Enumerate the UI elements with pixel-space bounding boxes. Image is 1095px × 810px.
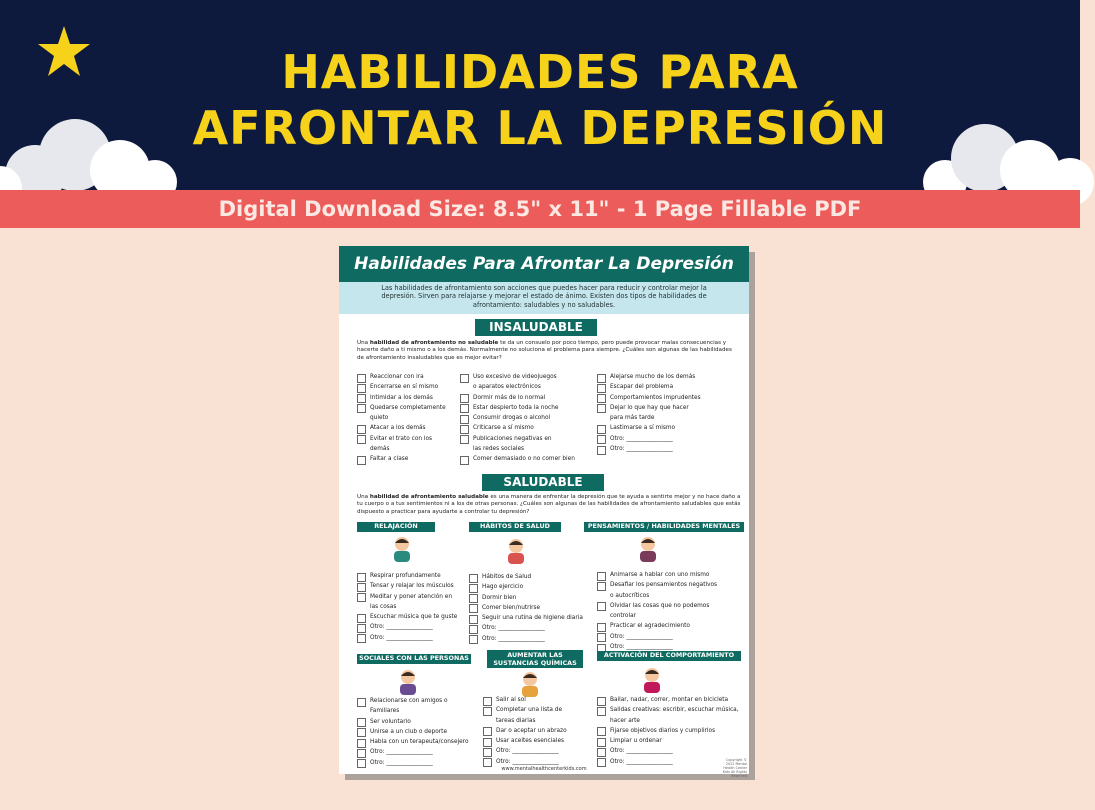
checkbox[interactable] xyxy=(483,758,492,767)
checklist-item xyxy=(469,582,594,592)
checklist-item xyxy=(357,581,475,591)
checklist-item-label: Comer demasiado o no comer bien xyxy=(473,456,575,463)
checkbox[interactable] xyxy=(469,604,478,613)
checkbox[interactable] xyxy=(469,594,478,603)
checkbox[interactable] xyxy=(597,758,606,767)
checklist-item-label: Otro: ________________ xyxy=(482,625,545,632)
checklist-item xyxy=(357,758,475,768)
checklist-item-continuation xyxy=(460,444,590,454)
checklist-item xyxy=(357,747,475,757)
checkbox[interactable] xyxy=(460,394,469,403)
section-checklist xyxy=(483,695,595,767)
checkbox[interactable] xyxy=(483,707,492,716)
checklist-item-label: las redes sociales xyxy=(473,446,525,453)
checkbox[interactable] xyxy=(357,614,366,623)
checklist-item xyxy=(357,622,475,632)
checkbox[interactable] xyxy=(597,384,606,393)
checkbox[interactable] xyxy=(483,748,492,757)
checklist-item xyxy=(469,634,594,644)
checklist-item-label: las cosas xyxy=(370,603,397,610)
download-size-text: Digital Download Size: 8.5" x 11" - 1 Page Fillable PDF xyxy=(218,197,862,221)
checklist-item-label: Completar una lista de xyxy=(496,707,563,714)
checklist-item xyxy=(597,705,747,715)
checklist-item xyxy=(483,736,595,746)
checkbox[interactable] xyxy=(597,727,606,736)
checkbox[interactable] xyxy=(597,707,606,716)
meditating-child-icon xyxy=(389,535,415,563)
checkbox[interactable] xyxy=(357,739,366,748)
checklist-item-label: Intimidar a los demás xyxy=(370,394,433,401)
checkbox[interactable] xyxy=(597,404,606,413)
checklist-item xyxy=(597,726,747,736)
checkbox[interactable] xyxy=(357,435,366,444)
cloud-icon xyxy=(915,110,1095,190)
info-strip xyxy=(0,190,1080,228)
checklist-item-label: Otro: ________________ xyxy=(610,435,673,442)
checklist-item xyxy=(469,623,594,633)
checklist-item-label: Comportamientos imprudentes xyxy=(610,394,701,401)
checkbox[interactable] xyxy=(597,435,606,444)
checklist-item xyxy=(357,571,475,581)
checklist-item-label: Estar despierto toda la noche xyxy=(473,404,559,411)
checkbox[interactable] xyxy=(469,574,478,583)
checklist-item-label: Dormir bien xyxy=(482,594,517,601)
checkbox[interactable] xyxy=(597,633,606,642)
checkbox[interactable] xyxy=(357,573,366,582)
healthy-paragraph: Una habilidad de afrontamiento saludable es una manera de enfrentar la depresión que te ayuda a sentirte mejor y no hace daño a tu cuerpo o a tus sentimientos ni a los de otras personas. ¿Cuáles son algunas de las habilidades de afrontamiento saludables que estás dispuesto a practicar para ayudarte a controlar tu depresión? xyxy=(357,494,741,515)
checkbox[interactable] xyxy=(460,404,469,413)
checkbox[interactable] xyxy=(357,759,366,768)
checklist-item-label: Meditar y poner atención en xyxy=(370,593,453,600)
section-heading: SOCIALES CON LAS PERSONAS xyxy=(357,654,471,664)
checklist-item xyxy=(357,717,475,727)
checklist-item-continuation xyxy=(483,716,595,726)
checklist-item xyxy=(357,454,467,464)
checklist-item-label: Alejarse mucho de los demás xyxy=(610,374,696,380)
checklist-item-continuation xyxy=(357,413,467,423)
checklist-item xyxy=(597,372,737,382)
checklist-item xyxy=(357,612,475,622)
checkbox[interactable] xyxy=(357,624,366,633)
section-heading: ACTIVACIÓN DEL COMPORTAMIENTO xyxy=(597,651,741,661)
checkbox[interactable] xyxy=(597,425,606,434)
checklist-item xyxy=(597,746,747,756)
checkbox[interactable] xyxy=(469,584,478,593)
checkbox[interactable] xyxy=(483,697,492,706)
section-heading: HÁBITOS DE SALUD xyxy=(469,522,561,532)
checklist-item xyxy=(483,705,595,715)
checkbox[interactable] xyxy=(357,634,366,643)
worksheet-header xyxy=(339,246,749,282)
checklist-item-label: Practicar el agradecimiento xyxy=(610,623,690,630)
header-banner xyxy=(0,0,1080,190)
checklist-item xyxy=(483,695,595,705)
checkbox[interactable] xyxy=(469,625,478,634)
checklist-item-label: demás xyxy=(370,446,390,453)
checkbox[interactable] xyxy=(357,593,366,602)
section-checklist xyxy=(469,572,594,644)
checklist-item-label: controlar xyxy=(610,613,637,620)
checklist-item-label: Hábitos de Salud xyxy=(482,574,532,580)
checkbox[interactable] xyxy=(597,446,606,455)
checklist-item-label: tareas diarias xyxy=(496,717,536,724)
checklist-item-label: Otro: ________________ xyxy=(610,446,673,453)
checklist-item-label: Criticarse a sí mismo xyxy=(473,425,534,432)
checkbox[interactable] xyxy=(357,718,366,727)
checkbox[interactable] xyxy=(597,582,606,591)
checklist-item xyxy=(460,423,590,433)
checklist-item-label: Salir al sol xyxy=(496,697,526,703)
checklist-item-label: Otro: ________________ xyxy=(496,748,559,755)
checklist-item-continuation xyxy=(597,611,747,621)
checklist-item-label: Otro: ________________ xyxy=(610,748,673,755)
checklist-item-label: Familiares xyxy=(370,708,400,715)
checklist-item-continuation xyxy=(597,591,747,601)
checklist-item-label: Fijarse objetivos diarios y cumplirlos xyxy=(610,727,716,734)
checkbox[interactable] xyxy=(597,394,606,403)
checklist-item xyxy=(597,695,747,705)
checklist-item-label: Dormir más de lo normal xyxy=(473,394,546,401)
checklist-item xyxy=(597,434,737,444)
checkbox[interactable] xyxy=(460,425,469,434)
checklist-item-label: Escuchar música que te guste xyxy=(370,614,458,621)
unhealthy-column-2 xyxy=(460,372,590,465)
checklist-item-label: Dejar lo que hay que hacer xyxy=(610,404,689,411)
checklist-item-label: Usar aceites esenciales xyxy=(496,738,565,745)
copyright-note: Copyright © 2022 Mental Health Center Kids All Rights Reserved xyxy=(722,758,747,778)
checkbox[interactable] xyxy=(597,623,606,632)
checkbox[interactable] xyxy=(483,738,492,747)
unhealthy-column-1 xyxy=(357,372,467,465)
checkbox[interactable] xyxy=(469,615,478,624)
worksheet-intro: Las habilidades de afrontamiento son acciones que puedes hacer para reducir y controlar mejor la depresión. Sirven para relajarse y mejorar el estado de ánimo. Existen dos tipos de habilidades de afrontamiento: saludables y no saludables. xyxy=(339,282,749,314)
checklist-item-label: Quedarse completamente xyxy=(370,404,446,411)
section-checklist xyxy=(597,570,747,652)
checklist-item-label: o autocríticos xyxy=(610,592,650,599)
checkbox[interactable] xyxy=(357,749,366,758)
checkbox[interactable] xyxy=(357,374,366,383)
checklist-item-label: Otro: ________________ xyxy=(610,758,673,765)
checkbox[interactable] xyxy=(357,425,366,434)
dancing-child-icon xyxy=(639,666,665,694)
checklist-item xyxy=(597,580,747,590)
checklist-item-label: Atacar a los demás xyxy=(370,425,426,432)
checklist-item-label: Lastimarse a sí mismo xyxy=(610,425,676,432)
checklist-item-label: para más tarde xyxy=(610,415,655,422)
checklist-item-label: Encerrarse en sí mismo xyxy=(370,384,439,391)
checkbox[interactable] xyxy=(597,374,606,383)
checklist-item xyxy=(460,393,590,403)
checklist-item-label: Otro: ________________ xyxy=(496,758,559,765)
checklist-item-label: Tensar y relajar los músculos xyxy=(370,583,454,590)
checklist-item-continuation xyxy=(460,382,590,392)
checklist-item-label: Dar o aceptar un abrazo xyxy=(496,727,567,734)
checklist-item xyxy=(483,746,595,756)
checkbox[interactable] xyxy=(460,435,469,444)
section-heading: PENSAMIENTOS / HABILIDADES MENTALES xyxy=(584,522,744,532)
checklist-item-label: Otro: ________________ xyxy=(370,624,433,631)
checkbox[interactable] xyxy=(483,727,492,736)
checklist-item-label: Unirse a un club o deporte xyxy=(370,728,448,735)
checklist-item xyxy=(357,423,467,433)
checkbox[interactable] xyxy=(597,602,606,611)
checkbox[interactable] xyxy=(469,635,478,644)
checklist-item-label: quieto xyxy=(370,415,389,422)
checklist-item-label: Faltar a clase xyxy=(370,456,409,463)
checklist-item-continuation xyxy=(357,602,475,612)
checklist-item-label: Reaccionar con ira xyxy=(370,374,424,380)
checklist-item-continuation xyxy=(597,413,737,423)
checklist-item-label: Publicaciones negativas en xyxy=(473,435,552,442)
checklist-item-label: Olvidar las cosas que no podemos xyxy=(610,602,710,609)
checklist-item-label: Comer bien/nutrirse xyxy=(482,604,541,611)
checkbox[interactable] xyxy=(357,456,366,465)
checklist-item xyxy=(357,592,475,602)
brain-icon xyxy=(635,535,661,563)
section-checklist xyxy=(597,695,747,767)
checklist-item xyxy=(597,757,747,767)
checklist-item-continuation xyxy=(597,716,747,726)
checklist-item-label: Desafiar los pensamientos negativos xyxy=(610,582,718,589)
checklist-item-label: Relacionarse con amigos o xyxy=(370,698,448,704)
checklist-item xyxy=(357,737,475,747)
checklist-item-label: Animarse a hablar con uno mismo xyxy=(610,572,710,578)
checklist-item-label: Otro: ________________ xyxy=(370,759,433,766)
checklist-item xyxy=(357,633,475,643)
checklist-item xyxy=(597,601,747,611)
footer-url[interactable]: www.mentalhealthcenterkids.com xyxy=(501,766,587,772)
checklist-item xyxy=(469,603,594,613)
section-heading: RELAJACIÓN xyxy=(357,522,435,532)
checkbox[interactable] xyxy=(357,698,366,707)
checklist-item xyxy=(357,403,467,413)
checklist-item xyxy=(460,434,590,444)
checklist-item xyxy=(460,454,590,464)
checklist-item-label: Otro: ________________ xyxy=(610,644,673,651)
checklist-item-label: Uso excesivo de videojuegos xyxy=(473,374,557,380)
healthy-heading: SALUDABLE xyxy=(482,474,604,491)
checklist-item xyxy=(597,393,737,403)
checklist-item xyxy=(597,423,737,433)
worksheet-preview xyxy=(339,246,749,778)
checklist-item-label: Otro: ________________ xyxy=(482,635,545,642)
checklist-item xyxy=(597,632,747,642)
checklist-item xyxy=(483,757,595,767)
checklist-item xyxy=(469,572,594,582)
checklist-item-label: Otro: ________________ xyxy=(370,634,433,641)
checklist-item xyxy=(597,570,747,580)
worksheet-title: Habilidades Para Afrontar La Depresión xyxy=(354,254,734,274)
checklist-item-label: Hago ejercicio xyxy=(482,584,524,591)
checklist-item-label: Respirar profundamente xyxy=(370,573,441,579)
checkbox[interactable] xyxy=(357,404,366,413)
checkbox[interactable] xyxy=(357,583,366,592)
checklist-item-label: Seguir una rutina de higiene diaria xyxy=(482,615,583,622)
checklist-item xyxy=(469,593,594,603)
checklist-item-label: Habla con un terapeuta/consejero xyxy=(370,739,469,746)
checklist-item xyxy=(460,403,590,413)
checklist-item-label: hacer arte xyxy=(610,717,640,724)
checklist-item-label: Limpiar u ordenar xyxy=(610,738,662,745)
checklist-item xyxy=(597,736,747,746)
checklist-item xyxy=(357,382,467,392)
checklist-item-label: Otro: ________________ xyxy=(370,749,433,756)
section-heading: AUMENTAR LAS SUSTANCIAS QUÍMICAS xyxy=(487,650,583,668)
checklist-item-label: Consumir drogas o alcohol xyxy=(473,415,551,422)
unhealthy-heading: INSALUDABLE xyxy=(475,319,597,336)
checklist-item-continuation xyxy=(357,444,467,454)
checklist-item xyxy=(469,613,594,623)
unhealthy-paragraph: Una habilidad de afrontamiento no saludable te da un consuelo por poco tiempo, pero puede provocar malas consecuencias y hacerte daño a ti mismo o a los demás. Normalmente no soluciona el problema para siempre. ¿Cuáles son algunas de las habilidades de afrontamiento insaludables que es mejor evitar? xyxy=(357,340,732,361)
checklist-item-label: Escapar del problema xyxy=(610,384,674,391)
checklist-item xyxy=(597,621,747,631)
checklist-item xyxy=(597,382,737,392)
checkbox[interactable] xyxy=(357,394,366,403)
checklist-item xyxy=(357,696,475,706)
banner-title-line2: AFRONTAR LA DEPRESIÓN xyxy=(192,101,888,155)
checklist-item-label: Salidas creativas: escribir, escuchar música, xyxy=(610,707,739,714)
checklist-item xyxy=(357,727,475,737)
checklist-item-label: Evitar el trato con los xyxy=(370,435,433,442)
checklist-item xyxy=(357,393,467,403)
unhealthy-column-3 xyxy=(597,372,737,454)
checklist-item-label: Ser voluntario xyxy=(370,718,411,725)
checkbox[interactable] xyxy=(460,415,469,424)
checklist-item-label: o aparatos electrónicos xyxy=(473,384,541,391)
checklist-item xyxy=(483,726,595,736)
checkbox[interactable] xyxy=(597,738,606,747)
cloud-icon xyxy=(0,110,200,190)
walking-dog-icon xyxy=(517,670,543,698)
friends-icon xyxy=(395,668,421,696)
checkbox[interactable] xyxy=(460,374,469,383)
banner-title-line1: HABILIDADES PARA xyxy=(281,45,799,99)
checklist-item-continuation xyxy=(357,706,475,716)
checklist-item xyxy=(460,372,590,382)
checkbox[interactable] xyxy=(597,697,606,706)
checklist-item xyxy=(597,403,737,413)
section-checklist xyxy=(357,571,475,643)
checklist-item-label: Otro: ________________ xyxy=(610,633,673,640)
checkbox[interactable] xyxy=(597,748,606,757)
section-checklist xyxy=(357,696,475,768)
checklist-item-label: Bailar, nadar, correr, montar en bicicleta xyxy=(610,697,729,703)
checklist-item xyxy=(357,372,467,382)
checkbox[interactable] xyxy=(357,728,366,737)
checklist-item xyxy=(357,434,467,444)
checklist-item xyxy=(597,444,737,454)
checkbox[interactable] xyxy=(597,572,606,581)
checklist-item xyxy=(460,413,590,423)
checkbox[interactable] xyxy=(357,384,366,393)
checkbox[interactable] xyxy=(460,456,469,465)
healthy-child-icon xyxy=(503,537,529,565)
